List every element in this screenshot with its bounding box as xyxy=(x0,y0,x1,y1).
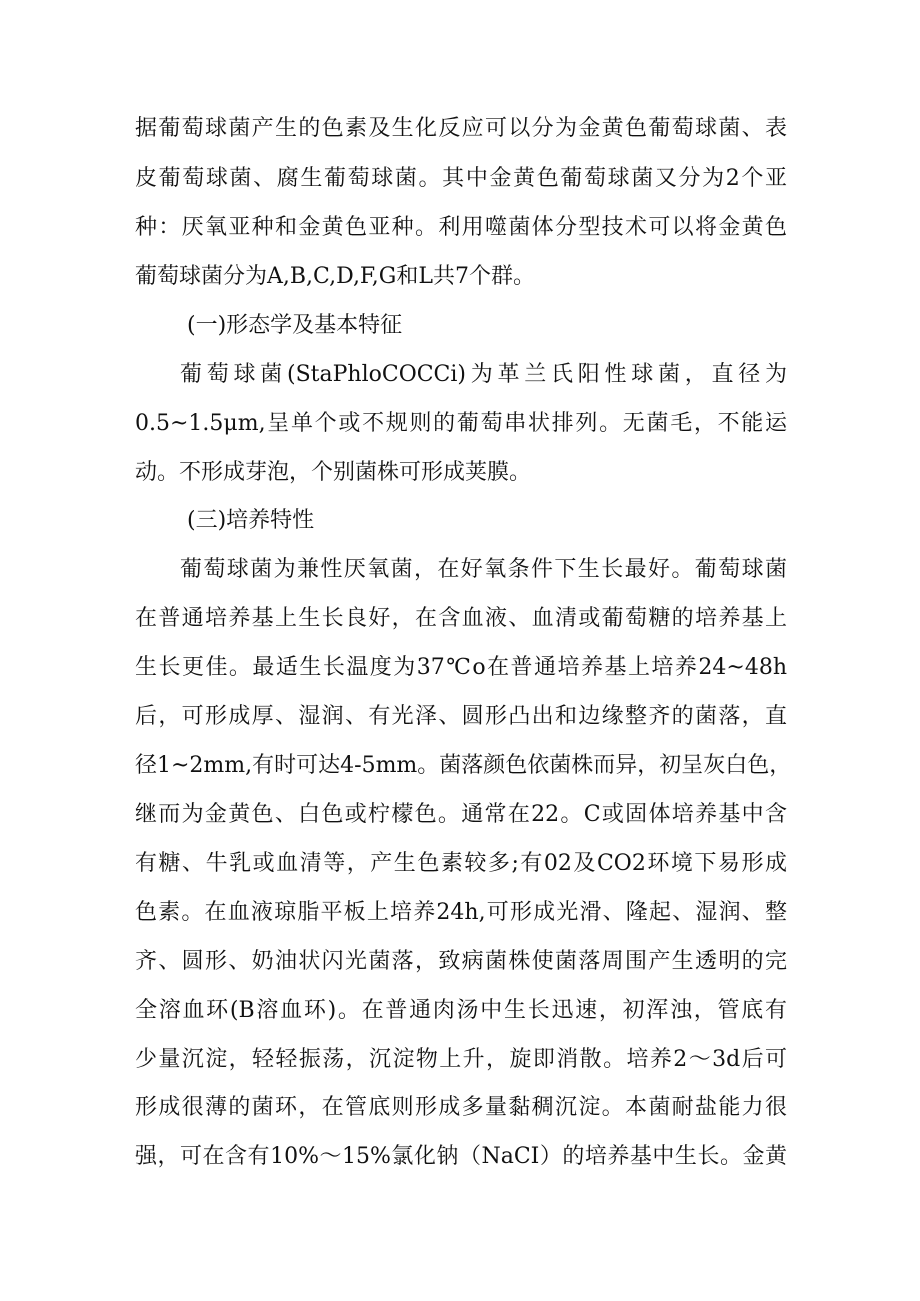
text-line: 齐、圆形、奶油状闪光菌落，致病菌株使菌落周围产生透明的完 xyxy=(135,949,787,974)
text-line: 在普通培养基上生长良好，在含血液、血清或葡萄糖的培养基上 xyxy=(135,606,787,631)
text-line: 0.5~1.5μm,呈单个或不规则的葡萄串状排列。无菌毛，不能运 xyxy=(135,411,787,436)
text-line: 生长更佳。最适生长温度为37℃o在普通培养基上培养24~48h xyxy=(135,655,787,680)
text-line: 继而为金黄色、白色或柠檬色。通常在22。C或固体培养基中含 xyxy=(135,802,787,827)
paragraph-first-line: 葡萄球菌为兼性厌氧菌，在好氧条件下生长最好。葡萄球菌 xyxy=(180,557,787,582)
text-line: 全溶血环(B溶血环)。在普通肉汤中生长迅速，初浑浊，管底有 xyxy=(135,998,787,1023)
text-line: 有糖、牛乳或血清等，产生色素较多;有02及CO2环境下易形成 xyxy=(135,851,787,876)
text-line: 后，可形成厚、湿润、有光泽、圆形凸出和边缘整齐的菌落，直 xyxy=(135,704,787,729)
text-line: 径1~2mm,有时可达4-5mm。菌落颜色依菌株而异，初呈灰白色， xyxy=(135,753,792,778)
text-line: 种：厌氧亚种和金黄色亚种。利用噬菌体分型技术可以将金黄色 xyxy=(135,215,787,240)
text-line: 葡萄球菌分为A,B,C,D,F,G和L共7个群。 xyxy=(135,264,535,289)
section-heading: (一)形态学及基本特征 xyxy=(187,313,403,338)
section-heading: (三)培养特性 xyxy=(187,508,315,533)
text-line: 少量沉淀，轻轻振荡，沉淀物上升，旋即消散。培养2～3d后可 xyxy=(135,1047,787,1072)
text-line: 据葡萄球菌产生的色素及生化反应可以分为金黄色葡萄球菌、表 xyxy=(135,116,787,141)
text-line: 色素。在血液琼脂平板上培养24h,可形成光滑、隆起、湿润、整 xyxy=(135,900,787,925)
text-line: 形成很薄的菌环，在管底则形成多量黏稠沉淀。本菌耐盐能力很 xyxy=(135,1095,787,1120)
paragraph-first-line: 葡萄球菌(StaPhloCOCCi)为革兰氏阳性球菌，直径为 xyxy=(180,362,787,387)
text-line: 动。不形成芽泡，个别菌株可形成荚膜。 xyxy=(135,460,532,485)
text-line: 皮葡萄球菌、腐生葡萄球菌。其中金黄色葡萄球菌又分为2个亚 xyxy=(135,166,787,191)
text-line: 强，可在含有10%～15%氯化钠（NaCI）的培养基中生长。金黄 xyxy=(135,1144,787,1169)
